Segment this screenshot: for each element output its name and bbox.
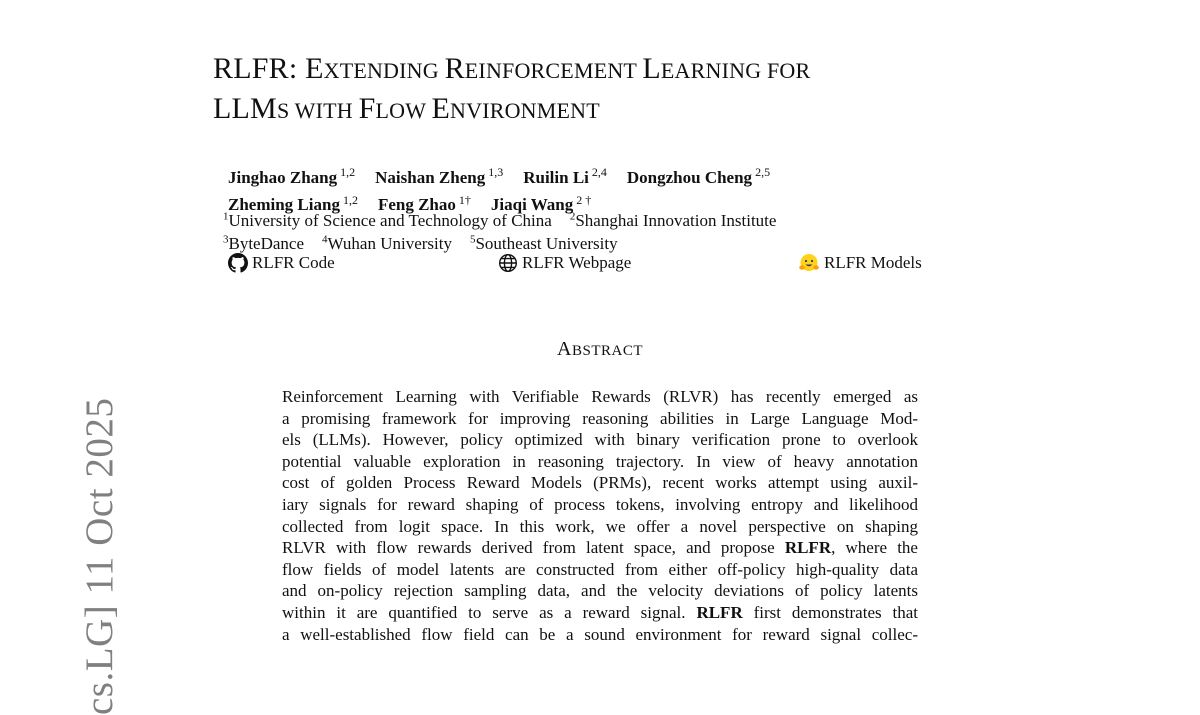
abstract-text: first demonstrates that: [742, 602, 918, 622]
abstract-text: RLVR with flow rewards derived from latent space, and propose: [282, 538, 785, 558]
title-cap-text: E: [431, 92, 451, 125]
abstract-line: [282, 624, 918, 646]
models-link[interactable]: [798, 253, 922, 273]
affiliation-number: 5: [469, 233, 476, 245]
abstract-line: [282, 429, 918, 451]
method-name: RLFR: [784, 538, 832, 558]
title-cap-text: F: [358, 92, 376, 125]
affiliation-number: 3: [223, 233, 229, 245]
abstract-line: [282, 559, 918, 581]
paper-title: [213, 50, 1033, 130]
author-affiliation-marker: 2,4: [591, 165, 607, 179]
resource-links: [228, 253, 968, 277]
abstract-text: iary signals for reward shaping of process tokens, involving entropy and likelihood: [282, 494, 918, 514]
affiliation-number: 1: [223, 210, 229, 222]
abstract-line: [282, 580, 918, 602]
abstract-body: [282, 386, 918, 645]
title-cap-text: RLFR:: [213, 52, 306, 85]
title-cap-text: E: [305, 52, 324, 85]
webpage-link-label: RLFR Webpage: [522, 253, 632, 272]
webpage-link[interactable]: [498, 253, 631, 273]
abstract-line: [282, 494, 918, 516]
title-small-caps-text: EINFORCEMENT: [464, 58, 643, 83]
affiliation-name: ByteDance: [228, 233, 305, 253]
abstract-line: [282, 386, 918, 408]
affiliation-name: Southeast University: [475, 233, 618, 253]
title-cap-text: L: [642, 52, 661, 85]
abstract-text: collected from logit space. In this work, we offer a novel perspective on shaping: [282, 516, 918, 536]
affiliation-name: Shanghai Innovation Institute: [575, 210, 777, 230]
abstract-text: Reinforcement Learning with Verifiable Rewards (RLVR) has recently emerged as: [282, 387, 918, 406]
abstract-text: , where the: [831, 538, 918, 558]
abstract-line: [282, 516, 918, 538]
affiliation-item: [570, 211, 777, 230]
author-name: Zheming Liang $^{1,2}$: [228, 192, 358, 215]
abstract-text: els (LLMs). However, policy optimized with binary verification prone to overlook: [282, 430, 918, 450]
code-link[interactable]: [228, 253, 335, 273]
title-small-caps-text: NVIRONMENT: [450, 98, 600, 123]
author-affiliation-marker: 2 †: [576, 192, 592, 207]
abstract-line: [282, 451, 918, 473]
abstract-text: a well-established flow field can be a sound environment for reward signal collec-: [282, 624, 918, 644]
affiliation-item: [223, 234, 304, 253]
affiliation-name: University of Science and Technology of China: [228, 210, 552, 230]
hugging-face-icon: [798, 253, 820, 273]
abstract-text: potential valuable exploration in reasoning trajectory. In view of heavy annotation: [282, 451, 918, 471]
abstract-line: [282, 602, 918, 624]
abstract-heading-small-caps: BSTRACT: [571, 343, 643, 359]
affiliation-number: 2: [569, 210, 576, 222]
author-affiliation-marker: 2,5: [755, 165, 771, 179]
globe-icon: [498, 253, 518, 273]
affiliation-number: 4: [322, 233, 328, 245]
abstract-line: [282, 408, 918, 430]
author-row-1: [228, 161, 1028, 189]
title-cap-text: LLM: [213, 92, 277, 125]
affiliation-item: [322, 234, 452, 253]
title-line-2: [213, 90, 1033, 130]
title-cap-text: R: [444, 52, 465, 85]
title-small-caps-text: EARNING FOR: [660, 58, 811, 83]
abstract-text: a promising framework for improving reasoning abilities in Large Language Mod-: [282, 408, 918, 428]
affiliation-name: Wuhan University: [327, 233, 452, 253]
author-name: Ruilin Li $^{2,4}$: [523, 165, 607, 187]
title-line-1: [213, 50, 1033, 90]
method-name: RLFR: [696, 602, 743, 622]
arxiv-identifier-stamp: cs.LG] 11 Oct 2025: [78, 397, 121, 715]
code-link-label: RLFR Code: [252, 253, 335, 272]
abstract-heading-cap: A: [557, 338, 572, 360]
author-affiliation-marker: 1†: [458, 192, 471, 207]
github-icon: [228, 253, 248, 273]
author-name: Jinghao Zhang $^{1,2}$: [228, 165, 356, 187]
author-name: Naishan Zheng $^{1,3}$: [375, 165, 504, 187]
affiliation-item: [470, 234, 618, 253]
affiliation-item: [223, 211, 552, 230]
abstract-heading: [0, 338, 1200, 361]
author-name: Feng Zhao $^{1\dagger}$: [377, 192, 471, 215]
abstract-text: flow fields of model latents are constructed from either off-policy high-quality data: [282, 559, 918, 579]
abstract-line: [282, 472, 918, 494]
abstract-line: [282, 537, 918, 559]
author-affiliation-marker: 1,2: [342, 192, 358, 207]
author-name: Jiaqi Wang $^{2 \dagger}$: [490, 192, 592, 215]
author-affiliation-marker: 1,2: [340, 165, 356, 179]
affiliation-row-2: [223, 228, 1023, 255]
abstract-text: cost of golden Process Reward Models (PRMs), recent works attempt using auxil-: [282, 473, 918, 493]
abstract-text: within it are quantified to serve as a reward signal.: [282, 602, 697, 622]
author-name: Dongzhou Cheng $^{2,5}$: [626, 165, 771, 187]
models-link-label: RLFR Models: [824, 253, 922, 272]
title-small-caps-text: LOW: [375, 98, 432, 123]
title-small-caps-text: S WITH: [276, 98, 359, 123]
abstract-text: and on-policy rejection sampling data, and the velocity deviations of policy latents: [282, 581, 918, 601]
title-small-caps-text: XTENDING: [323, 58, 445, 83]
author-affiliation-marker: 1,3: [488, 165, 504, 179]
